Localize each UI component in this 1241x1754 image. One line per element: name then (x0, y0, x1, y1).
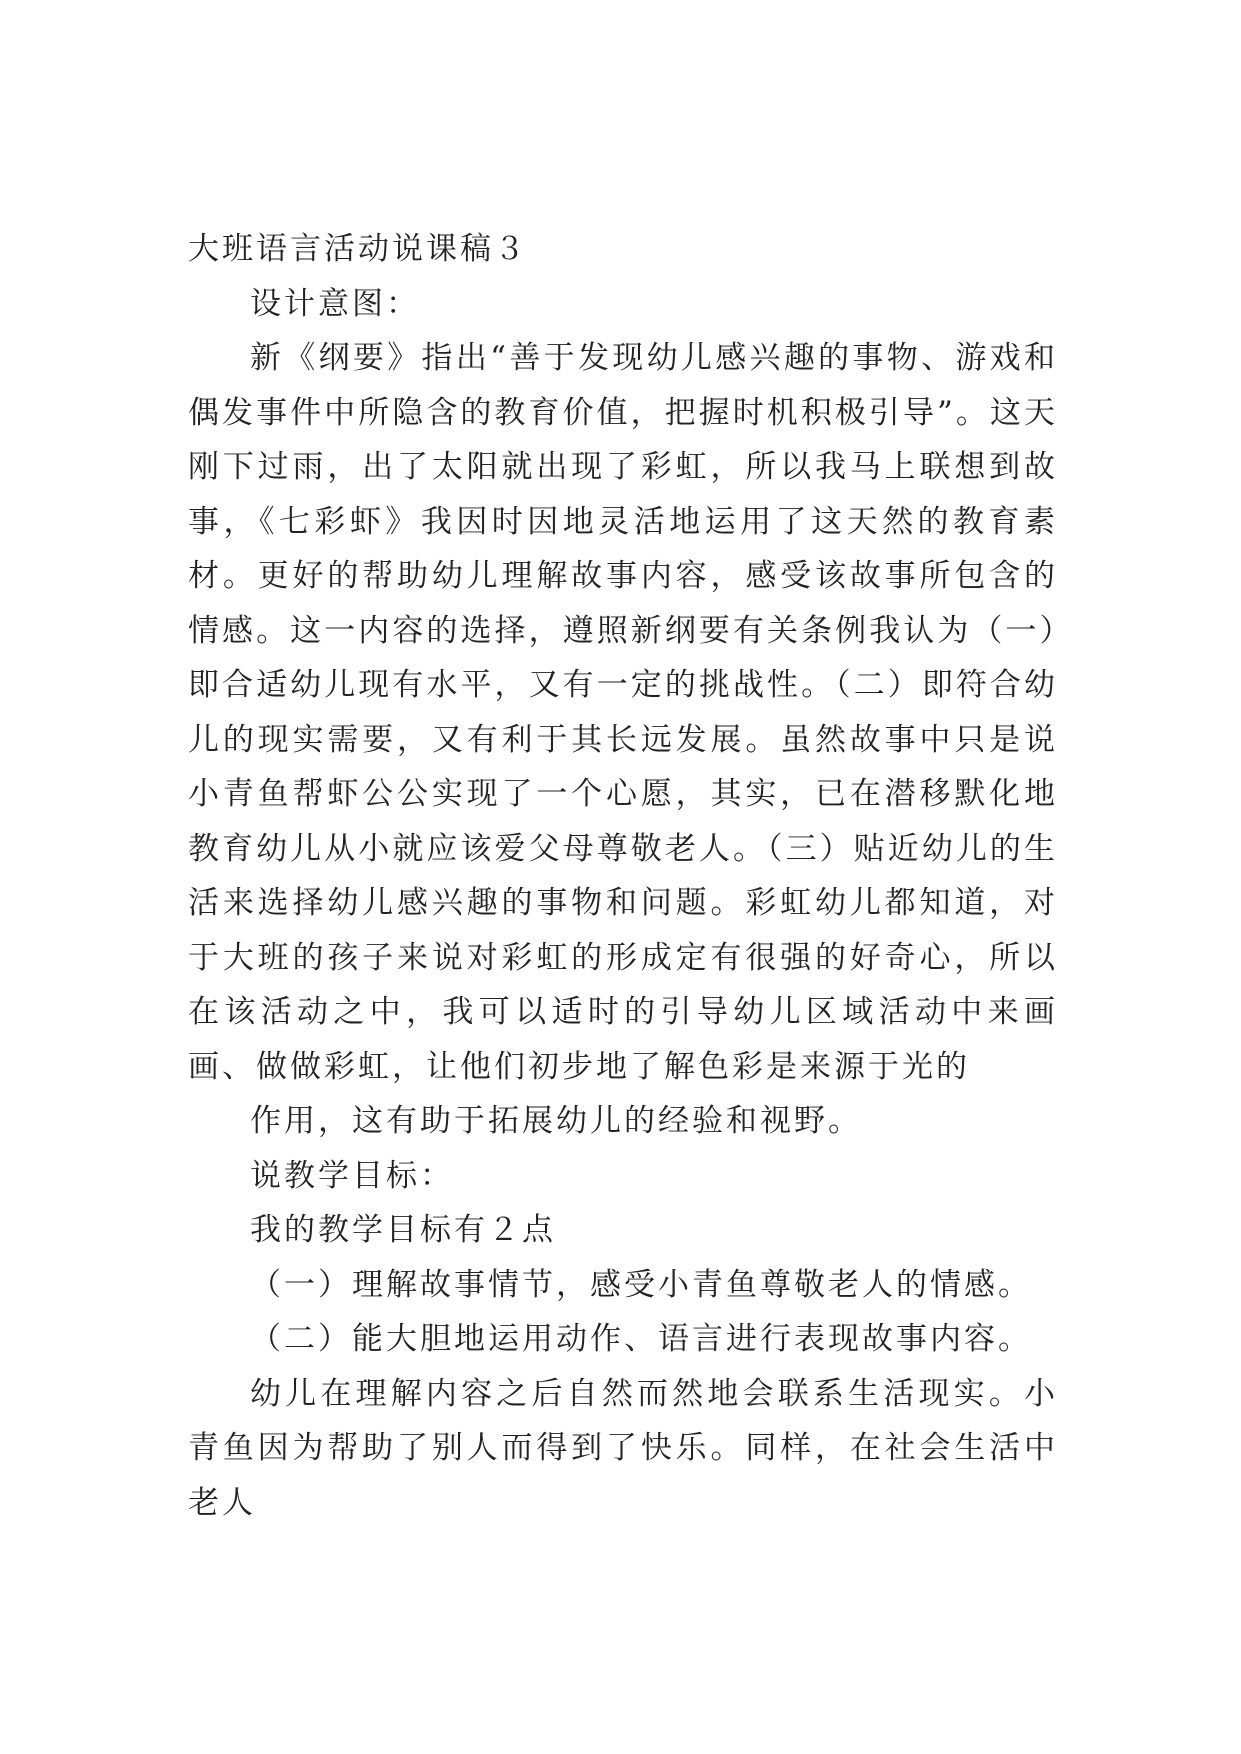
section-heading-teaching-goals: 说教学目标： (250, 1157, 454, 1194)
document-body (188, 222, 1058, 1530)
paragraph-life-connection: 幼儿在理解内容之后自然而然地会联系生活现实。小青鱼因为帮助了别人而得到了快乐。同样，在社会生活中老人 (188, 1375, 1058, 1521)
section-heading-design-intent: 设计意图： (250, 285, 420, 322)
paragraph-design-intent: 新《纲要》指出“善于发现幼儿感兴趣的事物、游戏和偶发事件中所隐含的教育价值，把握时机积极引导”。这天刚下过雨，出了太阳就出现了彩虹，所以我马上联想到故事，《七彩虾》我因时因地灵活地运用了这天然的教育素材。更好的帮助幼儿理解故事内容，感受该故事所包含的情感。这一内容的选择，遵照新纲要有关条例我认为（一）即合适幼儿现有水平，又有一定的挑战性。（二）即符合幼儿的现实需要，又有利于其长远发展。虽然故事中只是说小青鱼帮虾公公实现了一个心愿，其实，已在潜移默化地教育幼儿从小就应该爱父母尊敬老人。（三）贴近幼儿的生活来选择幼儿感兴趣的事物和问题。彩虹幼儿都知道，对于大班的孩子来说对彩虹的形成定有很强的好奇心，所以在该活动之中，我可以适时的引导幼儿区域活动中来画画、做做彩虹，让他们初步地了解色彩是来源于光的 (188, 340, 1058, 1085)
goal-item-1: （一）理解故事情节，感受小青鱼尊敬老人的情感。 (250, 1266, 1032, 1303)
document-title: 大班语言活动说课稿３ (188, 231, 528, 267)
goal-item-2: （二）能大胆地运用动作、语言进行表现故事内容。 (250, 1321, 1032, 1357)
paragraph-goals-count: 我的教学目标有２点 (250, 1212, 556, 1248)
paragraph-continuation: 作用，这有助于拓展幼儿的经验和视野。 (250, 1103, 862, 1139)
